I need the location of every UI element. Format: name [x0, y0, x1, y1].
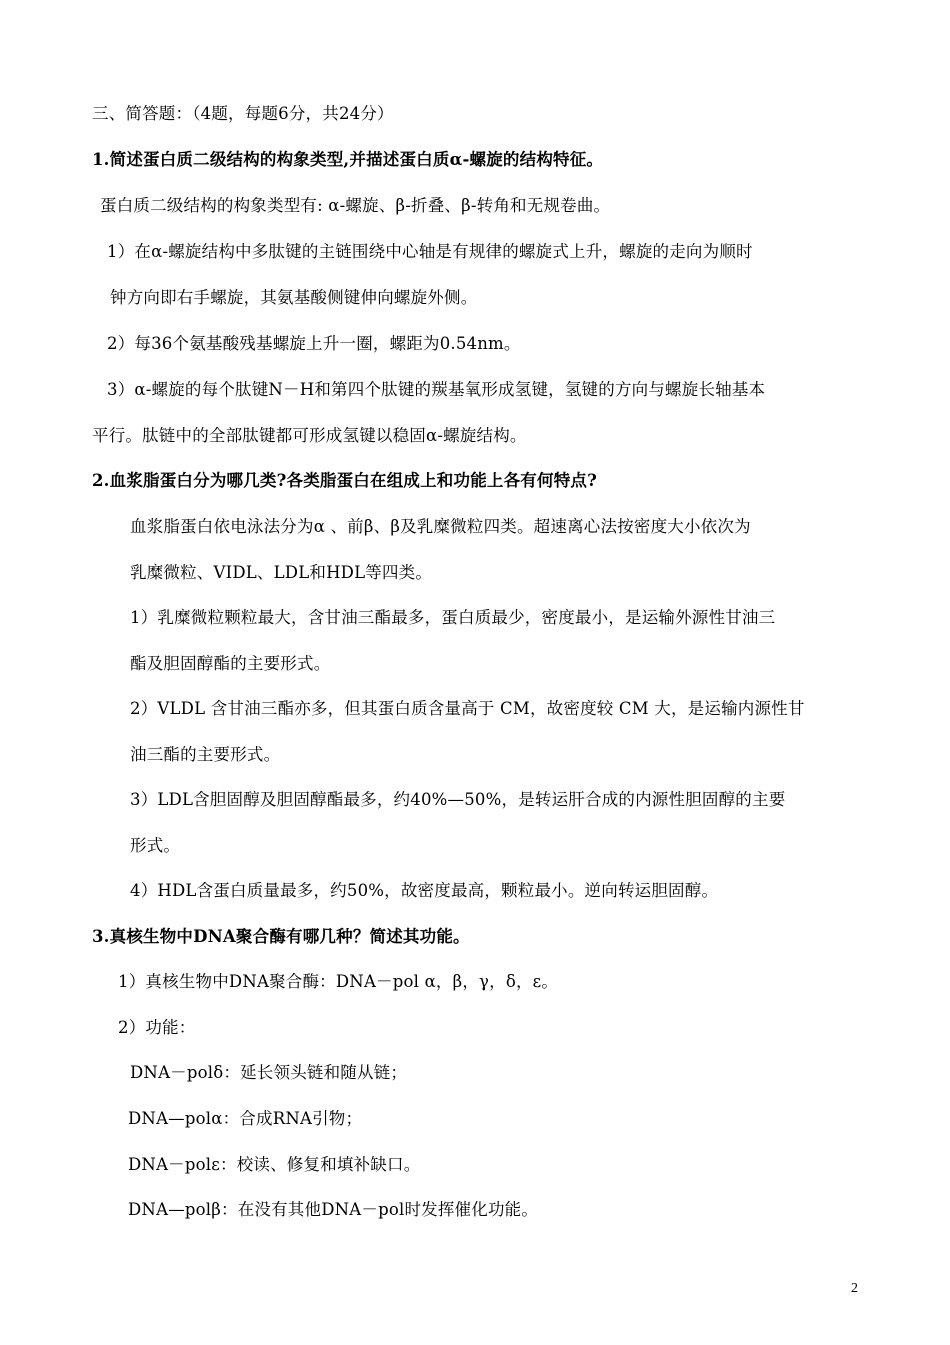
q1-point-1-line-2: 钟方向即右手螺旋，其氨基酸侧键伸向螺旋外侧。	[110, 288, 478, 307]
q2-point-3-line-1: 3）LDL含胆固醇及胆固醇酯最多，约40%—50%，是转运肝合成的内源性胆固醇的主要	[130, 790, 786, 809]
q1-intro: 蛋白质二级结构的构象类型有: α-螺旋、β-折叠、β-转角和无规卷曲。	[100, 196, 611, 215]
q2-point-4: 4）HDL含蛋白质量最多，约50%，故密度最高，颗粒最小。逆向转运胆固醇。	[130, 881, 719, 900]
section-heading: 三、简答题：（4题，每题6分，共24分）	[92, 104, 394, 123]
q3-function-alpha: DNA—polα：合成RNA引物；	[128, 1109, 363, 1128]
q2-point-3-line-2: 形式。	[130, 836, 181, 855]
q2-point-1-line-2: 酯及胆固醇酯的主要形式。	[130, 654, 331, 673]
page-number: 2	[851, 1281, 858, 1296]
q1-point-3-line-1: 3）α-螺旋的每个肽键N－H和第四个肽键的羰基氧形成氢键，氢键的方向与螺旋长轴基本	[107, 380, 766, 399]
q2-point-2-line-1: 2）VLDL 含甘油三酯亦多，但其蛋白质含量高于 CM，故密度较 CM 大，是运输内源性甘	[130, 699, 805, 718]
q3-point-1: 1）真核生物中DNA聚合酶：DNA－pol α，β，γ，δ，ε。	[118, 972, 559, 991]
question-1: 1.简述蛋白质二级结构的构象类型,并描述蛋白质α-螺旋的结构特征。	[92, 150, 604, 169]
q1-point-2: 2）每36个氨基酸残基螺旋上升一圈，螺距为0.54nm。	[107, 334, 521, 353]
q3-function-delta: DNA－polδ：延长领头链和随从链；	[130, 1063, 408, 1082]
q1-point-1-line-1: 1）在α-螺旋结构中多肽键的主链围绕中心轴是有规律的螺旋式上升，螺旋的走向为顺时	[107, 242, 753, 261]
q2-intro-line-2: 乳糜微粒、VIDL、LDL和HDL等四类。	[130, 563, 433, 582]
q3-point-2: 2）功能：	[118, 1018, 196, 1037]
question-2: 2.血浆脂蛋白分为哪几类?各类脂蛋白在组成上和功能上各有何特点?	[92, 471, 597, 490]
q2-point-1-line-1: 1）乳糜微粒颗粒最大，含甘油三酯最多，蛋白质最少，密度最小，是运输外源性甘油三	[130, 608, 776, 627]
q2-intro-line-1: 血浆脂蛋白依电泳法分为α 、前β、β及乳糜微粒四类。超速离心法按密度大小依次为	[130, 517, 751, 536]
question-3: 3.真核生物中DNA聚合酶有哪几种？简述其功能。	[92, 927, 470, 946]
q3-function-epsilon: DNA－polε：校读、修复和填补缺口。	[128, 1155, 421, 1174]
q2-point-2-line-2: 油三酯的主要形式。	[130, 745, 281, 764]
q1-point-3-line-2: 平行。肽链中的全部肽键都可形成氢键以稳固α-螺旋结构。	[92, 426, 527, 445]
q3-function-beta: DNA—polβ：在没有其他DNA－pol时发挥催化功能。	[128, 1200, 539, 1219]
